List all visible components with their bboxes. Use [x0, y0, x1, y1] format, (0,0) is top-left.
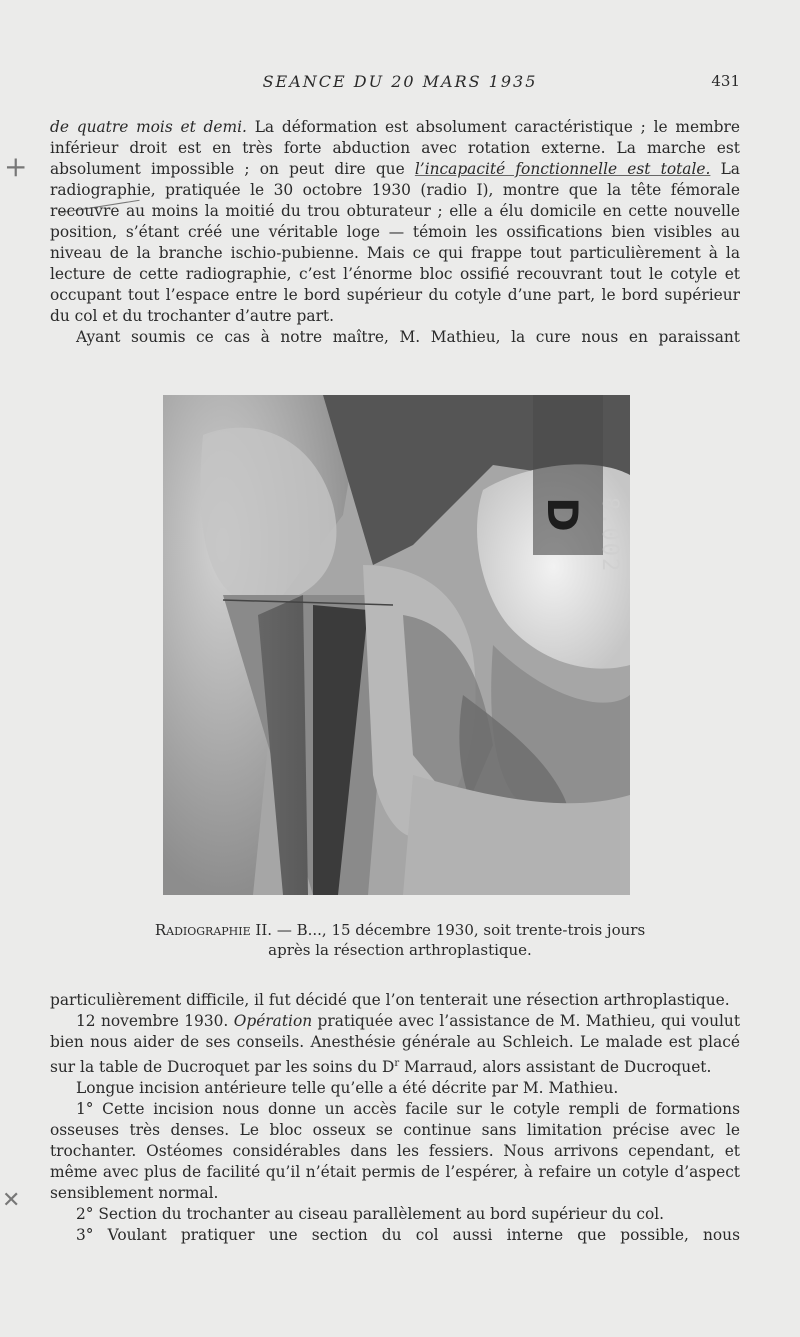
radiograph-figure: [163, 395, 630, 895]
radiograph-image: [163, 395, 630, 895]
text-run: La déformation est absolument caractéristique ; le membre inférieur droit est en très forte abduction avec rotation externe. La marche est absolument impossible ; on peut dire que: [50, 118, 740, 178]
italic-term: Opération: [233, 1012, 313, 1030]
paragraph-6: 1° Cette incision nous donne un accès facile sur le cotyle rempli de formations osseuses très denses. Le bloc osseux se continue sans limitation précise avec le trochanter. Ostéomes considérables dans les fessiers. Nous arrivons cependant, et même avec plus de facilité qu’il n’était permis de l’espérer, à refaire un cotyle d’aspect sensiblement normal.: [50, 1100, 740, 1203]
text-run: pratiquée avec l’assistance de M. Mathieu, qui voulut bien nous aider de ses conseils. Anesthésie générale au Schleich. Le malade est placé sur la table de Ducroquet par les soins du D: [50, 1012, 741, 1077]
margin-cross-mark: +: [4, 150, 28, 183]
paragraph-2: Ayant soumis ce cas à notre maître, M. Mathieu, la cure nous en paraissant: [76, 328, 740, 346]
text-run: La radiographie, pratiquée le 30 octobre 1930 (radio I), montre que la tête fémorale recouvre au moins la moitié du trou obturateur ; elle a élu domicile en cette nouvelle position, s’étant créé une véritable loge — témoin les ossifications bien visibles au niveau de la branche ischio-pubienne. Mais ce qui frappe tout particulièrement à la lecture de cette radiographie, c’est l’énorme bloc ossifié recouvrant tout le cotyle et occupant tout l’espace entre le bord supérieur du cotyle d’une part, le bord supérieur du col et du trochanter d’autre part.: [50, 160, 740, 325]
marker-digits: 8.002: [597, 497, 622, 574]
superscript: r: [394, 1058, 400, 1069]
margin-x-mark: ✕: [2, 1188, 21, 1213]
paragraph-7: 2° Section du trochanter au ciseau parallèlement au bord supérieur du col.: [76, 1205, 665, 1224]
text-run: Marraud, alors assistant de Ducroquet.: [399, 1058, 712, 1077]
page-header: [0, 72, 800, 94]
caption-line-2: après la résection arthroplastique.: [268, 941, 532, 959]
paragraph-4: [50, 1011, 740, 1078]
figure-caption: [100, 920, 700, 960]
paragraph-1: [50, 117, 740, 327]
caption-text: — B..., 15 décembre 1930, soit trente-trois jours: [272, 921, 646, 939]
marker-letter: D: [538, 497, 587, 532]
text-run-italic-underlined: l’incapacité fonctionnelle est totale.: [414, 160, 711, 178]
running-head: SEANCE DU 20 MARS 1935: [262, 72, 538, 91]
date-text: 12 novembre 1930.: [76, 1012, 229, 1030]
paragraph-3: particulièrement difficile, il fut décidé que l’on tenterait une résection arthroplastique.: [50, 991, 730, 1009]
top-text-block: [50, 117, 740, 348]
paragraph-5: Longue incision antérieure telle qu’elle a été décrite par M. Mathieu.: [76, 1079, 619, 1098]
page-number: 431: [711, 72, 740, 90]
text-run-italic: de quatre mois et demi.: [50, 118, 247, 136]
caption-label: Radiographie II.: [154, 921, 273, 939]
caption-line-1: [100, 920, 700, 940]
bottom-text-block: [50, 990, 740, 1246]
paragraph-8: 3° Voulant pratiquer une section du col aussi interne que possible, nous: [76, 1226, 740, 1245]
